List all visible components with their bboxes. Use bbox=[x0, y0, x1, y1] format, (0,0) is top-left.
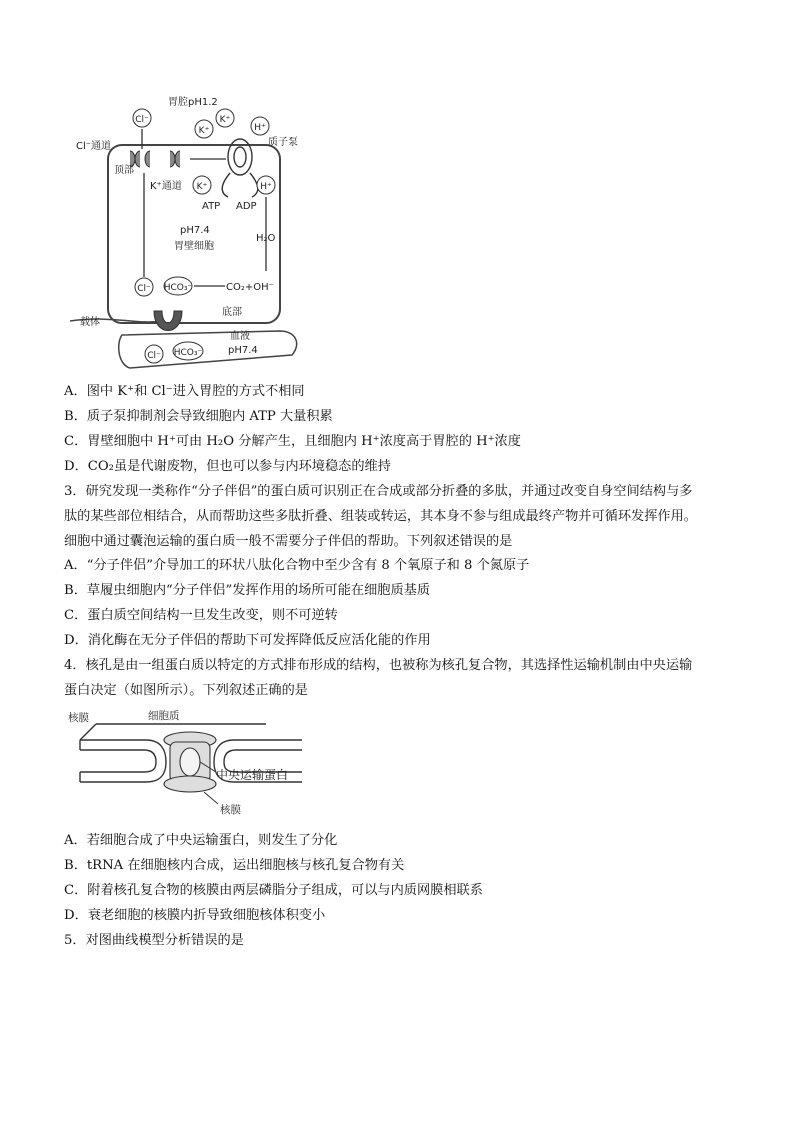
label-cell-name: 胃壁细胞 bbox=[174, 241, 214, 252]
label-apex: 顶部 bbox=[114, 165, 134, 176]
q3-option-b: B．草履虫细胞内“分子伴侣”发挥作用的场所可能在细胞质基质 bbox=[64, 583, 431, 598]
label-nuclear-membrane-top: 核膜 bbox=[68, 712, 89, 724]
svg-text:HCO₃⁻: HCO₃⁻ bbox=[163, 283, 193, 293]
q4-stem-line2: 蛋白决定（如图所示）。下列叙述正确的是 bbox=[64, 683, 308, 698]
cl-ion-blood bbox=[145, 345, 163, 363]
svg-text:HCO₃⁻: HCO₃⁻ bbox=[173, 348, 203, 358]
svg-text:K⁺: K⁺ bbox=[219, 115, 231, 125]
k-channel-icon bbox=[170, 151, 180, 167]
q4-stem-line1: 4．核孔是由一组蛋白质以特定的方式排布形成的结构，也被称为核孔复合物，其选择性运输机制由中央运输 bbox=[64, 658, 693, 673]
q3-stem-line3: 细胞中通过囊泡运输的蛋白质一般不需要分子伴侣的帮助。下列叙述错误的是 bbox=[64, 534, 513, 549]
carrier-protein-icon bbox=[154, 311, 182, 331]
label-co2-oh: CO₂+OH⁻ bbox=[226, 282, 274, 293]
label-atp: ATP bbox=[202, 201, 221, 212]
k-ion-cavity-1 bbox=[195, 120, 213, 138]
svg-text:K⁺: K⁺ bbox=[198, 126, 210, 136]
nuclear-pore-diagram bbox=[66, 706, 316, 824]
label-blood: 血液 bbox=[230, 331, 250, 342]
label-blood-ph: pH7.4 bbox=[228, 345, 258, 356]
svg-text:Cl⁻: Cl⁻ bbox=[147, 351, 161, 361]
svg-text:H⁺: H⁺ bbox=[260, 182, 272, 192]
cl-ion-cell bbox=[135, 278, 153, 296]
label-carrier: 载体 bbox=[80, 317, 100, 328]
proton-pump-icon bbox=[222, 139, 258, 197]
nuclear-pore-figure bbox=[66, 706, 316, 824]
k-ion-cell bbox=[193, 176, 211, 194]
h-ion-cavity bbox=[251, 117, 269, 135]
k-channel-left-icon bbox=[145, 151, 150, 167]
label-cell-ph: pH7.4 bbox=[180, 225, 210, 236]
svg-text:H⁺: H⁺ bbox=[254, 123, 266, 133]
q4-option-d: D．衰老细胞的核膜内折导致细胞核体积变小 bbox=[64, 908, 326, 923]
q2-option-a: A．图中 K⁺和 Cl⁻进入胃腔的方式不相同 bbox=[64, 384, 305, 399]
hco3-ion-cell bbox=[164, 277, 193, 295]
label-adp: ADP bbox=[236, 201, 257, 212]
hco3-ion-blood bbox=[173, 342, 203, 360]
q3-stem-line1: 3．研究发现一类称作“分子伴侣”的蛋白质可识别正在合成或部分折叠的多肽，并通过改变自身空间结构与多 bbox=[64, 484, 693, 499]
label-nuclear-membrane-bottom: 核膜 bbox=[220, 804, 241, 816]
q2-option-c: C．胃壁细胞中 H⁺可由 H₂O 分解产生，且细胞内 H⁺浓度高于胃腔的 H⁺浓度 bbox=[64, 434, 521, 449]
label-cl-channel: Cl⁻通道 bbox=[76, 141, 112, 152]
svg-text:Cl⁻: Cl⁻ bbox=[137, 284, 151, 294]
label-proton-pump: 质子泵 bbox=[268, 137, 298, 148]
q3-option-a: A．“分子伴侣”介导加工的环状八肽化合物中至少含有 8 个氧原子和 8 个氮原子 bbox=[64, 558, 530, 573]
svg-text:K⁺: K⁺ bbox=[196, 182, 208, 192]
k-ion-cavity-2 bbox=[216, 109, 234, 127]
h-ion-cell bbox=[257, 176, 275, 194]
label-base: 底部 bbox=[222, 307, 242, 318]
label-water: H₂O bbox=[256, 233, 276, 244]
parietal-cell-diagram bbox=[70, 93, 330, 371]
q3-stem-line2: 肽的某些部位相结合，从而帮助这些多肽折叠、组装或转运，其本身不参与组成最终产物并可循环发挥作用。 bbox=[64, 509, 697, 524]
label-k-channel: K⁺通道 bbox=[150, 181, 182, 192]
label-cytoplasm: 细胞质 bbox=[148, 710, 180, 722]
nuclear-pore-complex-icon bbox=[164, 732, 216, 792]
q5-stem: 5．对图曲线模型分析错误的是 bbox=[64, 933, 244, 948]
q4-option-c: C．附着核孔复合物的核膜由两层磷脂分子组成，可以与内质网膜相联系 bbox=[64, 883, 483, 898]
q4-option-b: B．tRNA 在细胞核内合成，运出细胞核与核孔复合物有关 bbox=[64, 858, 405, 873]
blood-vessel-outline bbox=[119, 331, 297, 368]
cl-ion-cavity bbox=[133, 109, 151, 127]
q2-option-b: B．质子泵抑制剂会导致细胞内 ATP 大量积累 bbox=[64, 409, 333, 424]
q2-option-d: D．CO₂虽是代谢废物，但也可以参与内环境稳态的维持 bbox=[64, 459, 391, 474]
q4-option-a: A．若细胞合成了中央运输蛋白，则发生了分化 bbox=[64, 833, 338, 848]
q3-option-c: C．蛋白质空间结构一旦发生改变，则不可逆转 bbox=[64, 608, 338, 623]
label-cavity: 胃腔pH1.2 bbox=[168, 97, 218, 108]
label-central-transport-protein: 中央运输蛋白 bbox=[216, 768, 289, 782]
svg-text:Cl⁻: Cl⁻ bbox=[135, 115, 149, 125]
q3-option-d: D．消化酶在无分子伴侣的帮助下可发挥降低反应活化能的作用 bbox=[64, 633, 431, 648]
